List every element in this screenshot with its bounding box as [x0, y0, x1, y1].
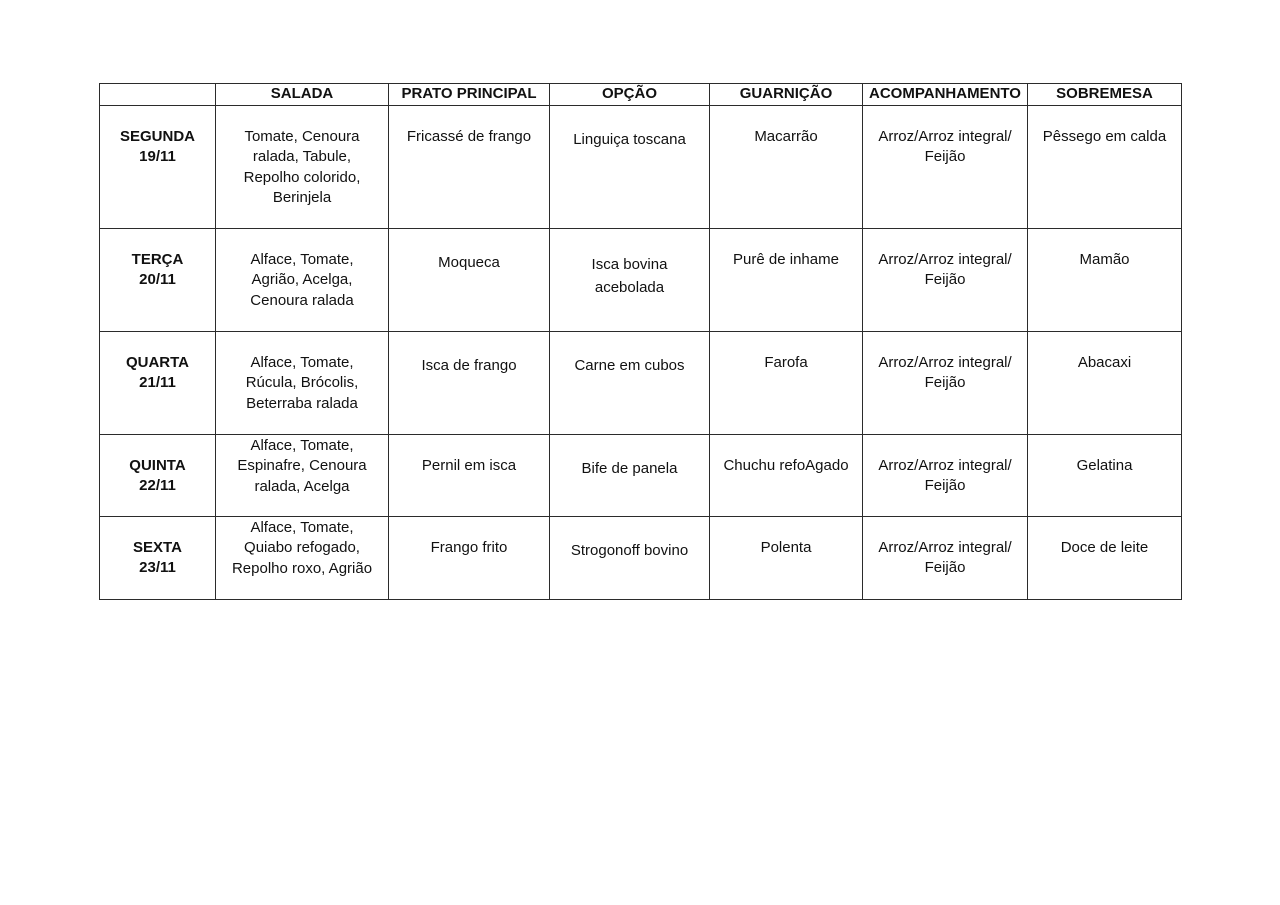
guarnicao-cell: Macarrão — [710, 105, 863, 228]
sobremesa-cell: Gelatina — [1028, 434, 1182, 516]
header-acompanhamento: ACOMPANHAMENTO — [863, 84, 1028, 106]
salada-cell: Alface, Tomate, Rúcula, Brócolis, Beterraba ralada — [216, 331, 389, 434]
salada-cell: Alface, Tomate, Espinafre, Cenoura ralada, Acelga — [216, 434, 389, 516]
header-prato-principal: PRATO PRINCIPAL — [389, 84, 550, 106]
weekly-menu-table — [99, 83, 1182, 600]
opcao-cell: Carne em cubos — [550, 331, 710, 434]
table-row — [100, 228, 1182, 331]
acompanhamento-cell: Arroz/Arroz integral/ Feijão — [863, 434, 1028, 516]
day-name: TERÇA — [131, 250, 184, 268]
guarnicao-cell: Farofa — [710, 331, 863, 434]
day-cell — [100, 434, 216, 516]
header-salada: SALADA — [216, 84, 389, 106]
day-name: QUINTA — [129, 456, 186, 474]
day-name: QUARTA — [125, 353, 190, 371]
prato-principal-cell: Frango frito — [389, 516, 550, 599]
day-date: 20/11 — [139, 271, 176, 288]
day-cell — [100, 228, 216, 331]
header-sobremesa: SOBREMESA — [1028, 84, 1182, 106]
day-date: 21/11 — [139, 374, 176, 391]
header-row — [100, 84, 1182, 106]
opcao-cell: Linguiça toscana — [550, 105, 710, 228]
prato-principal-cell: Fricassé de frango — [389, 105, 550, 228]
day-name: SEGUNDA — [119, 127, 195, 145]
table-row — [100, 331, 1182, 434]
opcao-cell: Bife de panela — [550, 434, 710, 516]
salada-cell: Alface, Tomate, Agrião, Acelga, Cenoura ralada — [216, 228, 389, 331]
acompanhamento-cell: Arroz/Arroz integral/ Feijão — [863, 331, 1028, 434]
prato-principal-cell: Isca de frango — [389, 331, 550, 434]
salada-cell: Tomate, Cenoura ralada, Tabule, Repolho colorido, Berinjela — [216, 105, 389, 228]
guarnicao-cell: Chuchu refoAgado — [710, 434, 863, 516]
header-day — [100, 84, 216, 106]
day-cell — [100, 105, 216, 228]
acompanhamento-cell: Arroz/Arroz integral/ Feijão — [863, 228, 1028, 331]
acompanhamento-cell: Arroz/Arroz integral/ Feijão — [863, 105, 1028, 228]
day-date: 19/11 — [139, 148, 176, 165]
guarnicao-cell: Purê de inhame — [710, 228, 863, 331]
sobremesa-cell: Pêssego em calda — [1028, 105, 1182, 228]
opcao-cell: Strogonoff bovino — [550, 516, 710, 599]
day-date: 22/11 — [139, 477, 176, 494]
sobremesa-cell: Doce de leite — [1028, 516, 1182, 599]
table-row — [100, 105, 1182, 228]
day-cell — [100, 331, 216, 434]
day-cell — [100, 516, 216, 599]
sobremesa-cell: Mamão — [1028, 228, 1182, 331]
sobremesa-cell: Abacaxi — [1028, 331, 1182, 434]
table-row — [100, 516, 1182, 599]
acompanhamento-cell: Arroz/Arroz integral/ Feijão — [863, 516, 1028, 599]
prato-principal-cell: Moqueca — [389, 228, 550, 331]
day-name: SEXTA — [133, 538, 182, 556]
day-date: 23/11 — [139, 559, 176, 576]
salada-cell: Alface, Tomate, Quiabo refogado, Repolho roxo, Agrião — [216, 516, 389, 599]
header-opcao: OPÇÃO — [550, 84, 710, 106]
opcao-cell: Isca bovina acebolada — [550, 228, 710, 331]
guarnicao-cell: Polenta — [710, 516, 863, 599]
table-row — [100, 434, 1182, 516]
header-guarnicao: GUARNIÇÃO — [710, 84, 863, 106]
prato-principal-cell: Pernil em isca — [389, 434, 550, 516]
